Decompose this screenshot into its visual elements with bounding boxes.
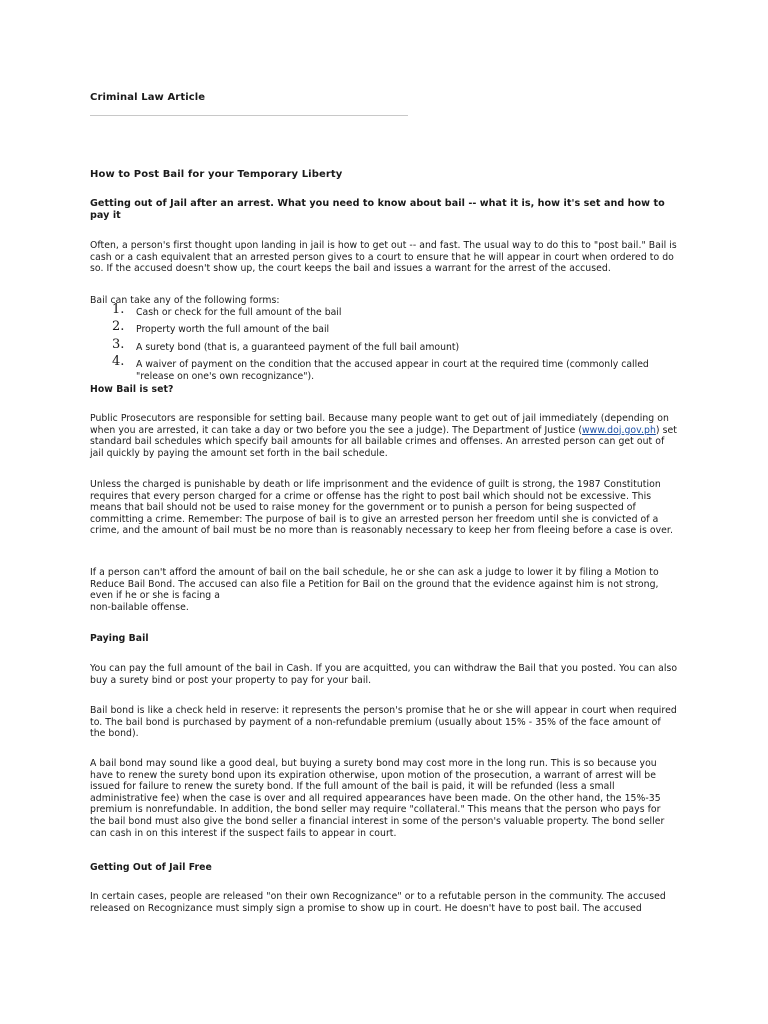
article-category-label: Criminal Law Article — [90, 92, 206, 103]
bail-bond-paragraph: Bail bond is like a check held in reserve: it represents the person's promise that he or she will appear in court when required to. The bail bond is purchased by payment of a non-refundable premium (usually about 15% - 35% of the face amount of the bond). — [90, 705, 677, 740]
prosecutors-text-start: Public Prosecutors are responsible for setting bail. Because many people want to get out of jail immediately (depending on when you are arrested, it can take a day or two before you the see a judge). The Department of Justice ( — [90, 413, 669, 436]
list-item-text: Property worth the full amount of the bail — [136, 324, 330, 336]
recognizance-paragraph: In certain cases, people are released "on their own Recognizance" or to a refutable person in the community. The accused released on Recognizance must simply sign a promise to show up in court. He doesn't have to post bail. The accused — [90, 891, 666, 914]
intro-paragraph: Often, a person's first thought upon landing in jail is how to get out -- and fast. The usual way to do this to "post bail." Bail is cash or a cash equivalent that an arrested person gives to a court to ensure that he will appear in court when ordered to do so. If the accused doesn't show up, the court keeps the bail and issues a warrant for the arrest of the accused. — [90, 240, 677, 275]
prosecutors-paragraph — [90, 413, 678, 459]
list-item — [112, 319, 678, 336]
list-item-text: Cash or check for the full amount of the bail — [136, 307, 342, 318]
reduce-bail-text-end: non-bailable offense. — [90, 601, 189, 613]
doj-website-link[interactable]: www.doj.gov.ph — [582, 424, 656, 436]
list-item — [112, 336, 678, 354]
paying-bail-heading: Paying Bail — [90, 633, 149, 644]
list-item-number: 2. — [112, 319, 125, 335]
list-item-number: 3. — [112, 336, 125, 352]
list-item-text: A surety bond (that is, a guaranteed payment of the full bail amount) — [136, 341, 460, 353]
list-item-number: 1. — [112, 302, 125, 317]
getting-out-free-heading: Getting Out of Jail Free — [90, 862, 212, 873]
list-item-text: A waiver of payment on the condition that the accused appear in court at the required time (commonly called "release on one's own recognizance"). — [136, 359, 649, 382]
reduce-bail-text: If a person can't afford the amount of bail on the bail schedule, he or she can ask a judge to lower it by filing a Motion to Reduce Bail Bond. The accused can also file a Petition for Bail on the ground that the evidence against him is not strong, even if he or she is facing a — [90, 567, 659, 602]
header-divider — [90, 115, 408, 116]
prosecutors-text-end: ) set standard bail schedules which specify bail amounts for all bailable crimes and offenses. An arrested person can get out of jail quickly by paying the amount set forth in the bail schedule. — [90, 424, 677, 459]
list-item-number: 4. — [112, 354, 125, 370]
bail-forms-list — [112, 302, 678, 382]
list-item — [112, 302, 678, 319]
how-bail-set-heading: How Bail is set? — [90, 384, 174, 395]
article-title: How to Post Bail for your Temporary Liberty — [90, 169, 343, 180]
list-item — [112, 354, 678, 382]
article-subtitle: Getting out of Jail after an arrest. What you need to know about bail -- what it is, how it's set and how to pay it — [90, 198, 665, 221]
constitution-paragraph: Unless the charged is punishable by death or life imprisonment and the evidence of guilt is strong, the 1987 Constitution requires that every person charged for a crime or offense has the right to post bail which should not be excessive. This means that bail should not be used to raise money for the government or to punish a person for being suspected of committing a crime. Remember: The purpose of bail is to give an arrested person her freedom until she is convicted of a crime, and the amount of bail must be no more than is reasonably necessary to keep her from fleeing before a case is over. — [90, 479, 673, 537]
pay-cash-paragraph: You can pay the full amount of the bail in Cash. If you are acquitted, you can withdraw the Bail that you posted. You can also buy a surety bind or post your property to pay for your bail. — [90, 663, 678, 686]
surety-bond-paragraph: A bail bond may sound like a good deal, but buying a surety bond may cost more in the long run. This is so because you have to renew the surety bond upon its expiration otherwise, upon motion of the prosecution, a warrant of arrest will be issued for failure to renew the surety bond. If the full amount of the bail is paid, it will be refunded (less a small administrative fee) when the case is over and all required appearances have been made. On the other hand, the 15%-35 premium is nonrefundable. In addition, the bond seller may require "collateral." This means that the person who pays for the bail bond must also give the bond seller a financial interest in some of the person's valuable property. The bond seller can cash in on this interest if the suspect fails to appear in court. — [90, 758, 665, 839]
reduce-bail-paragraph — [90, 567, 678, 613]
bail-forms-intro: Bail can take any of the following forms: — [90, 295, 280, 306]
